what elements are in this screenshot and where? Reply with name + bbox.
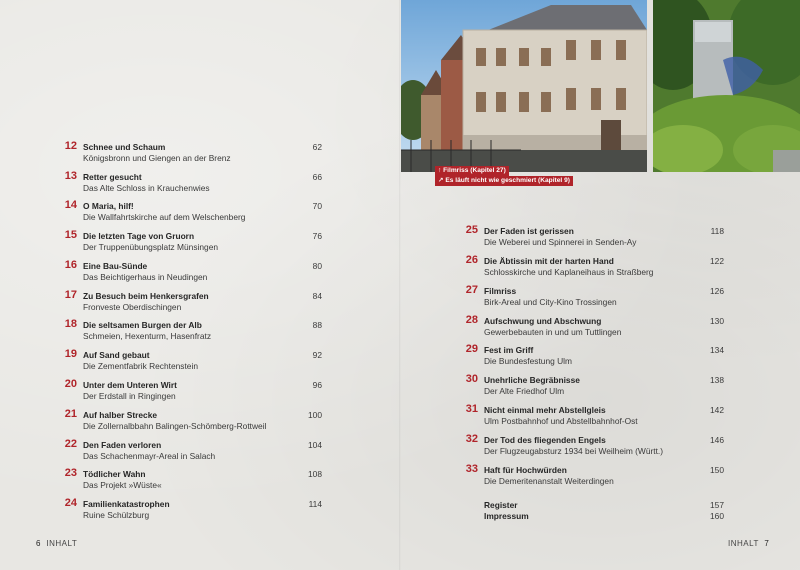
chapter-number: 29 bbox=[465, 343, 478, 355]
chapter-title: Fest im Griff bbox=[484, 345, 534, 355]
chapter-page: 80 bbox=[312, 261, 322, 271]
chapter-page: 130 bbox=[710, 316, 724, 326]
chapter-subtitle: Ruine Schülzburg bbox=[83, 510, 150, 520]
chapter-page: 122 bbox=[710, 256, 724, 266]
chapter-subtitle: Der Erdstall in Ringingen bbox=[83, 391, 176, 401]
chapter-title: Unter dem Unteren Wirt bbox=[83, 380, 177, 390]
chapter-title: Familienkatastrophen bbox=[83, 499, 170, 509]
chapter-subtitle: Schmeien, Hexenturm, Hasenfratz bbox=[83, 331, 212, 341]
chapter-subtitle: Fronveste Oberdischingen bbox=[83, 302, 182, 312]
chapter-title: Schnee und Schaum bbox=[83, 142, 166, 152]
chapter-subtitle: Das Schachenmayr-Areal in Salach bbox=[83, 451, 216, 461]
chapter-number: 33 bbox=[465, 463, 478, 475]
chapter-subtitle: Die Wallfahrtskirche auf dem Welschenberg bbox=[83, 212, 246, 222]
chapter-title: Die letzten Tage von Gruorn bbox=[83, 231, 195, 241]
chapter-page: 126 bbox=[710, 286, 724, 296]
chapter-number: 24 bbox=[64, 497, 77, 509]
chapter-page: 138 bbox=[710, 375, 724, 385]
folio-right-number: 7 bbox=[764, 539, 770, 548]
chapter-subtitle: Ulm Postbahnhof und Abstellbahnhof-Ost bbox=[484, 416, 638, 426]
chapter-title: Auf Sand gebaut bbox=[83, 350, 150, 360]
chapter-title: Unehrliche Begräbnisse bbox=[484, 375, 580, 385]
chapter-page: 84 bbox=[312, 291, 322, 301]
chapter-subtitle: Das Beichtigerhaus in Neudingen bbox=[83, 272, 208, 282]
chapter-subtitle: Der Flugzeugabsturz 1934 bei Weilheim (Württ.) bbox=[484, 446, 664, 456]
chapter-subtitle: Die Demeritenanstalt Weiterdingen bbox=[484, 476, 614, 486]
chapter-subtitle: Das Alte Schloss in Krauchenwies bbox=[83, 183, 210, 193]
chapter-number: 16 bbox=[64, 259, 77, 271]
chapter-subtitle: Gewerbebauten in und um Tuttlingen bbox=[484, 327, 622, 337]
chapter-number: 13 bbox=[64, 170, 77, 182]
chapter-page: 70 bbox=[312, 201, 322, 211]
folio-left-number: 6 bbox=[36, 539, 41, 548]
chapter-title: O Maria, hilf! bbox=[83, 201, 134, 211]
chapter-number: 20 bbox=[64, 378, 77, 390]
chapter-title: Nicht einmal mehr Abstellgleis bbox=[484, 405, 606, 415]
chapter-page: 114 bbox=[308, 499, 322, 509]
overgrown-ruin-photo bbox=[653, 0, 800, 172]
impressum-title: Impressum bbox=[484, 511, 529, 521]
chapter-subtitle: Die Weberei und Spinnerei in Senden-Ay bbox=[484, 237, 637, 247]
chapter-number: 25 bbox=[465, 224, 478, 236]
chapter-page: 76 bbox=[312, 231, 322, 241]
chapter-number: 19 bbox=[64, 348, 77, 360]
chapter-title: Der Faden ist gerissen bbox=[484, 226, 574, 236]
chapter-page: 150 bbox=[710, 465, 724, 475]
chapter-page: 100 bbox=[308, 410, 322, 420]
chapter-number: 27 bbox=[465, 284, 478, 296]
chapter-number: 21 bbox=[64, 408, 77, 420]
chapter-page: 118 bbox=[710, 226, 724, 236]
chapter-title: Aufschwung und Abschwung bbox=[484, 316, 602, 326]
chapter-subtitle: Birk-Areal und City-Kino Trossingen bbox=[484, 297, 617, 307]
chapter-number: 30 bbox=[465, 373, 478, 385]
chapter-page: 92 bbox=[312, 350, 322, 360]
chapter-number: 15 bbox=[64, 229, 77, 241]
chapter-page: 96 bbox=[312, 380, 322, 390]
chapter-title: Die seltsamen Burgen der Alb bbox=[83, 320, 202, 330]
chapter-page: 66 bbox=[312, 172, 322, 182]
chapter-subtitle: Königsbronn und Giengen an der Brenz bbox=[83, 153, 231, 163]
chapter-title: Der Tod des fliegenden Engels bbox=[484, 435, 606, 445]
folio-right-label: INHALT bbox=[728, 539, 759, 548]
chapter-title: Haft für Hochwürden bbox=[484, 465, 567, 475]
chapter-number: 26 bbox=[465, 254, 478, 266]
chapter-number: 23 bbox=[64, 467, 77, 479]
chapter-page: 146 bbox=[710, 435, 724, 445]
photo-caption-geschmiert: ↗ Es läuft nicht wie geschmiert (Kapitel 9) bbox=[435, 176, 573, 186]
chapter-title: Eine Bau-Sünde bbox=[83, 261, 148, 271]
photo-caption-filmriss: ↑ Filmriss (Kapitel 27) bbox=[435, 166, 509, 176]
chapter-page: 88 bbox=[312, 320, 322, 330]
chapter-number: 17 bbox=[64, 289, 77, 301]
chapter-number: 31 bbox=[465, 403, 478, 415]
folio-right bbox=[728, 539, 769, 548]
chapter-title: Den Faden verloren bbox=[83, 440, 162, 450]
folio-left bbox=[36, 539, 77, 548]
chapter-title: Tödlicher Wahn bbox=[83, 469, 146, 479]
chapter-page: 62 bbox=[312, 142, 322, 152]
chapter-subtitle: Das Projekt »Wüste« bbox=[83, 480, 162, 490]
chapter-page: 104 bbox=[308, 440, 322, 450]
folio-left-label: INHALT bbox=[46, 539, 78, 548]
chapter-page: 108 bbox=[308, 469, 322, 479]
register-title: Register bbox=[484, 500, 518, 510]
chapter-number: 12 bbox=[64, 140, 77, 152]
chapter-title: Auf halber Strecke bbox=[83, 410, 158, 420]
chapter-subtitle: Der Truppenübungsplatz Münsingen bbox=[83, 242, 219, 252]
chapter-page: 142 bbox=[710, 405, 724, 415]
chapter-page: 134 bbox=[710, 345, 724, 355]
chapter-number: 28 bbox=[465, 314, 478, 326]
chapter-title: Zu Besuch beim Henkersgrafen bbox=[83, 291, 209, 301]
chapter-subtitle: Der Alte Friedhof Ulm bbox=[484, 386, 565, 396]
chapter-subtitle: Schlosskirche und Kaplaneihaus in Straßberg bbox=[484, 267, 654, 277]
chapter-number: 18 bbox=[64, 318, 77, 330]
chapter-subtitle: Die Zementfabrik Rechtenstein bbox=[83, 361, 198, 371]
chapter-number: 22 bbox=[64, 438, 77, 450]
impressum-page: 160 bbox=[710, 511, 724, 521]
chapter-title: Filmriss bbox=[484, 286, 517, 296]
chapter-subtitle: Die Zollernalbbahn Balingen-Schömberg-Rottweil bbox=[83, 421, 267, 431]
historic-building-photo bbox=[401, 0, 647, 172]
chapter-title: Retter gesucht bbox=[83, 172, 142, 182]
chapter-subtitle: Die Bundesfestung Ulm bbox=[484, 356, 572, 366]
chapter-title: Die Äbtissin mit der harten Hand bbox=[484, 256, 614, 266]
chapter-number: 14 bbox=[64, 199, 77, 211]
chapter-number: 32 bbox=[465, 433, 478, 445]
register-page: 157 bbox=[710, 500, 724, 510]
